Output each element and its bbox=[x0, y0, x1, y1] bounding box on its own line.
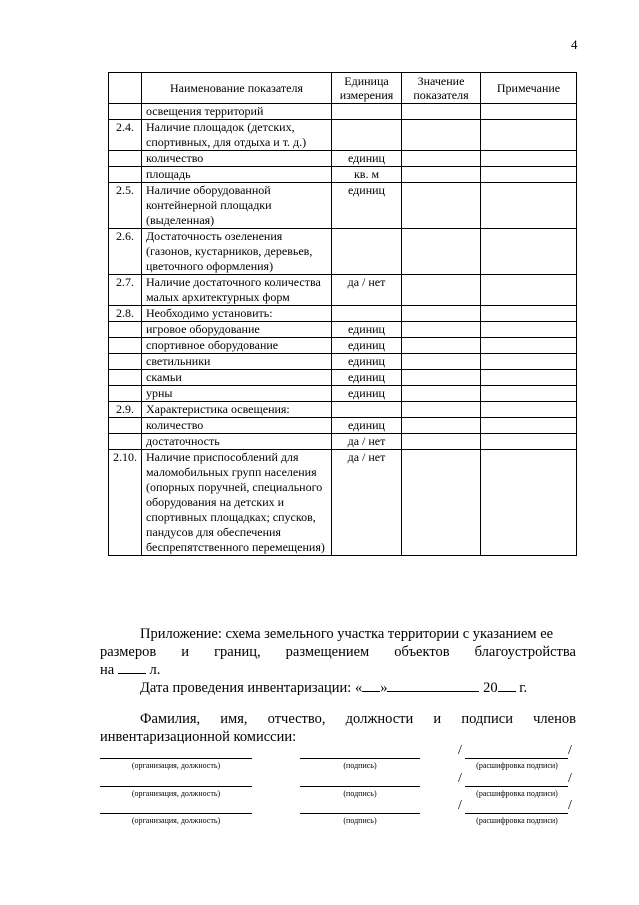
appendix-line-3: на л. bbox=[100, 662, 161, 678]
table-row bbox=[109, 418, 577, 434]
row-number bbox=[109, 370, 142, 386]
signature-caption: (подпись) bbox=[343, 789, 377, 798]
signature-line[interactable] bbox=[300, 813, 420, 814]
row-indicator-name: Наличие площадок (детских, спортивных, для отдыха и т. д.) bbox=[142, 120, 332, 151]
commission-line-2: инвентаризационной комиссии: bbox=[100, 729, 297, 745]
row-value-cell[interactable] bbox=[402, 402, 481, 418]
table-row bbox=[109, 229, 577, 275]
commission-line-1 bbox=[100, 710, 576, 728]
month-blank[interactable] bbox=[387, 679, 479, 692]
inventory-date-line: Дата проведения инвентаризации: « » 20 г. bbox=[140, 680, 528, 696]
sheets-count-blank[interactable] bbox=[118, 661, 146, 674]
org-position-caption: (организация, должность) bbox=[131, 816, 221, 825]
row-unit: кв. м bbox=[332, 167, 402, 183]
decode-caption: (расшифровка подписи) bbox=[476, 816, 558, 825]
table-row bbox=[109, 183, 577, 229]
table-row bbox=[109, 354, 577, 370]
header-value: Значение показателя bbox=[402, 73, 481, 104]
row-value-cell[interactable] bbox=[402, 275, 481, 306]
row-note-cell[interactable] bbox=[481, 450, 577, 556]
row-value-cell[interactable] bbox=[402, 151, 481, 167]
row-indicator-name: Наличие оборудованной контейнерной площадки (выделенная) bbox=[142, 183, 332, 229]
row-indicator-name: Характеристика освещения: bbox=[142, 402, 332, 418]
table-row bbox=[109, 306, 577, 322]
header-unit: Единица измерения bbox=[332, 73, 402, 104]
row-number bbox=[109, 151, 142, 167]
word: Фамилия, bbox=[140, 711, 201, 727]
row-number: 2.9. bbox=[109, 402, 142, 418]
word: размеров bbox=[100, 644, 157, 660]
row-unit: да / нет bbox=[332, 275, 402, 306]
row-unit: единиц bbox=[332, 418, 402, 434]
table-row bbox=[109, 151, 577, 167]
decode-line[interactable] bbox=[465, 813, 568, 814]
decode-line[interactable] bbox=[465, 786, 568, 787]
row-note-cell[interactable] bbox=[481, 275, 577, 306]
row-unit: единиц bbox=[332, 183, 402, 229]
row-indicator-name: количество bbox=[142, 418, 332, 434]
row-note-cell[interactable] bbox=[481, 151, 577, 167]
decode-caption: (расшифровка подписи) bbox=[476, 761, 558, 770]
row-indicator-name: игровое оборудование bbox=[142, 322, 332, 338]
row-unit bbox=[332, 306, 402, 322]
row-note-cell[interactable] bbox=[481, 386, 577, 402]
row-number: 2.8. bbox=[109, 306, 142, 322]
row-note-cell[interactable] bbox=[481, 306, 577, 322]
word: членов bbox=[533, 711, 576, 727]
org-position-line[interactable] bbox=[100, 758, 252, 759]
row-indicator-name: освещения территорий bbox=[142, 104, 332, 120]
table-row bbox=[109, 370, 577, 386]
appendix-line-1: Приложение: схема земельного участка территории с указанием ее bbox=[140, 626, 554, 642]
row-indicator-name: спортивное оборудование bbox=[142, 338, 332, 354]
row-unit bbox=[332, 104, 402, 120]
page-number: 4 bbox=[571, 37, 578, 52]
slash-right: / bbox=[568, 771, 572, 786]
table-row bbox=[109, 322, 577, 338]
row-indicator-name: Достаточность озеленения (газонов, кустарников, деревьев, цветочного оформления) bbox=[142, 229, 332, 275]
row-value-cell[interactable] bbox=[402, 167, 481, 183]
word: и bbox=[181, 644, 189, 660]
row-number: 2.5. bbox=[109, 183, 142, 229]
row-unit bbox=[332, 120, 402, 151]
word: имя, bbox=[220, 711, 248, 727]
header-name: Наименование показателя bbox=[142, 73, 332, 104]
row-value-cell[interactable] bbox=[402, 183, 481, 229]
row-unit: единиц bbox=[332, 338, 402, 354]
slash-right: / bbox=[568, 798, 572, 813]
table-row bbox=[109, 434, 577, 450]
row-note-cell[interactable] bbox=[481, 104, 577, 120]
row-value-cell[interactable] bbox=[402, 418, 481, 434]
table-header-row bbox=[109, 73, 577, 104]
word: отчество, bbox=[267, 711, 326, 727]
table-row bbox=[109, 450, 577, 556]
row-number bbox=[109, 386, 142, 402]
slash-left: / bbox=[458, 798, 462, 813]
decode-caption: (расшифровка подписи) bbox=[476, 789, 558, 798]
table-body bbox=[109, 104, 577, 556]
row-indicator-name: Наличие достаточного количества малых архитектурных форм bbox=[142, 275, 332, 306]
row-value-cell[interactable] bbox=[402, 434, 481, 450]
signature-caption: (подпись) bbox=[343, 816, 377, 825]
row-note-cell[interactable] bbox=[481, 338, 577, 354]
table-row bbox=[109, 338, 577, 354]
row-number bbox=[109, 104, 142, 120]
row-indicator-name: скамьи bbox=[142, 370, 332, 386]
slash-right: / bbox=[568, 743, 572, 758]
row-note-cell[interactable] bbox=[481, 354, 577, 370]
row-note-cell[interactable] bbox=[481, 370, 577, 386]
row-number: 2.6. bbox=[109, 229, 142, 275]
org-position-caption: (организация, должность) bbox=[131, 761, 221, 770]
row-value-cell[interactable] bbox=[402, 104, 481, 120]
appendix-line-2 bbox=[100, 643, 576, 661]
row-unit: единиц bbox=[332, 151, 402, 167]
org-position-line[interactable] bbox=[100, 786, 252, 787]
row-note-cell[interactable] bbox=[481, 418, 577, 434]
row-unit: единиц bbox=[332, 370, 402, 386]
table-row bbox=[109, 104, 577, 120]
row-unit: единиц bbox=[332, 386, 402, 402]
row-note-cell[interactable] bbox=[481, 167, 577, 183]
row-indicator-name: достаточность bbox=[142, 434, 332, 450]
row-unit: единиц bbox=[332, 322, 402, 338]
row-value-cell[interactable] bbox=[402, 120, 481, 151]
row-number bbox=[109, 322, 142, 338]
row-value-cell[interactable] bbox=[402, 450, 481, 556]
word: подписи bbox=[461, 711, 513, 727]
signature-caption: (подпись) bbox=[343, 761, 377, 770]
row-indicator-name: светильники bbox=[142, 354, 332, 370]
word: благоустройства bbox=[474, 644, 576, 660]
word: размещением bbox=[285, 644, 370, 660]
row-note-cell[interactable] bbox=[481, 120, 577, 151]
word: и bbox=[433, 711, 442, 727]
row-number bbox=[109, 338, 142, 354]
row-number bbox=[109, 434, 142, 450]
year-blank[interactable] bbox=[498, 679, 516, 692]
header-num bbox=[109, 73, 142, 104]
table-row bbox=[109, 275, 577, 306]
row-number bbox=[109, 418, 142, 434]
row-unit: единиц bbox=[332, 354, 402, 370]
inventory-table bbox=[108, 72, 577, 556]
row-indicator-name: урны bbox=[142, 386, 332, 402]
org-position-caption: (организация, должность) bbox=[131, 789, 221, 798]
row-number: 2.4. bbox=[109, 120, 142, 151]
row-note-cell[interactable] bbox=[481, 183, 577, 229]
row-note-cell[interactable] bbox=[481, 434, 577, 450]
row-note-cell[interactable] bbox=[481, 402, 577, 418]
table-row bbox=[109, 167, 577, 183]
word: границ, bbox=[214, 644, 261, 660]
table-row bbox=[109, 402, 577, 418]
word: должности bbox=[345, 711, 414, 727]
decode-line[interactable] bbox=[465, 758, 568, 759]
row-number: 2.10. bbox=[109, 450, 142, 556]
row-value-cell[interactable] bbox=[402, 370, 481, 386]
row-value-cell[interactable] bbox=[402, 338, 481, 354]
row-indicator-name: количество bbox=[142, 151, 332, 167]
signature-line[interactable] bbox=[300, 758, 420, 759]
row-indicator-name: площадь bbox=[142, 167, 332, 183]
row-unit bbox=[332, 402, 402, 418]
row-number bbox=[109, 354, 142, 370]
table-row bbox=[109, 386, 577, 402]
row-number: 2.7. bbox=[109, 275, 142, 306]
row-indicator-name: Необходимо установить: bbox=[142, 306, 332, 322]
row-unit: да / нет bbox=[332, 434, 402, 450]
row-value-cell[interactable] bbox=[402, 354, 481, 370]
slash-left: / bbox=[458, 743, 462, 758]
row-indicator-name: Наличие приспособлений для маломобильных групп населения (опорных поручней, специального оборудования на детских и спортивных площадках; спусков, пандусов для обеспечения беспрепятственного перемещения) bbox=[142, 450, 332, 556]
row-value-cell[interactable] bbox=[402, 306, 481, 322]
row-value-cell[interactable] bbox=[402, 229, 481, 275]
row-note-cell[interactable] bbox=[481, 322, 577, 338]
header-note: Примечание bbox=[481, 73, 577, 104]
org-position-line[interactable] bbox=[100, 813, 252, 814]
row-value-cell[interactable] bbox=[402, 322, 481, 338]
word: объектов bbox=[394, 644, 450, 660]
day-blank[interactable] bbox=[362, 679, 380, 692]
row-note-cell[interactable] bbox=[481, 229, 577, 275]
row-number bbox=[109, 167, 142, 183]
slash-left: / bbox=[458, 771, 462, 786]
row-value-cell[interactable] bbox=[402, 386, 481, 402]
signature-line[interactable] bbox=[300, 786, 420, 787]
table-row bbox=[109, 120, 577, 151]
row-unit bbox=[332, 229, 402, 275]
row-unit: да / нет bbox=[332, 450, 402, 556]
